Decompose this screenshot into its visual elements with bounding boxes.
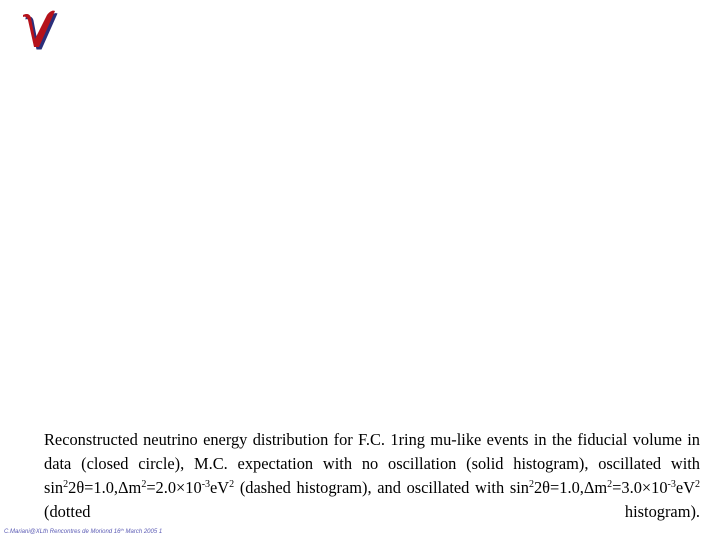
footer-main: C.Mariani@XLth Rencontres de Moriond 16 <box>4 529 121 535</box>
caption-text: eV <box>675 478 695 497</box>
nu-logo-icon <box>18 6 58 50</box>
caption-text: eV <box>210 478 230 497</box>
caption-sup: 2 <box>141 479 147 490</box>
caption-text: (dotted histogram). <box>44 502 700 521</box>
figure-caption <box>44 428 700 524</box>
caption-sup: 2 <box>229 479 235 490</box>
caption-text: 2θ=1.0,Δm <box>533 478 608 497</box>
caption-sup: 2 <box>63 479 69 490</box>
caption-text: =2.0×10 <box>146 478 202 497</box>
caption-sup: -3 <box>201 479 211 490</box>
caption-sup: -3 <box>667 479 676 490</box>
footer-credit <box>4 527 162 535</box>
caption-text: (dashed histogram), and oscillated with sin <box>234 478 529 497</box>
caption-sup: 2 <box>528 479 534 490</box>
footer-tail: March 2005 1 <box>123 529 163 535</box>
footer-sup: th <box>120 527 124 532</box>
caption-text: Reconstructed neutrino energy distribution for F.C. 1ring mu-like events in the fiducial volume in data (closed circle), M.C. expectation with no oscillation (solid histogram), oscillated with sin <box>44 430 700 497</box>
caption-sup: 2 <box>695 479 700 490</box>
caption-sup: 2 <box>607 479 613 490</box>
caption-text: 2θ=1.0,Δm <box>68 478 142 497</box>
caption-text: =3.0×10 <box>612 478 668 497</box>
